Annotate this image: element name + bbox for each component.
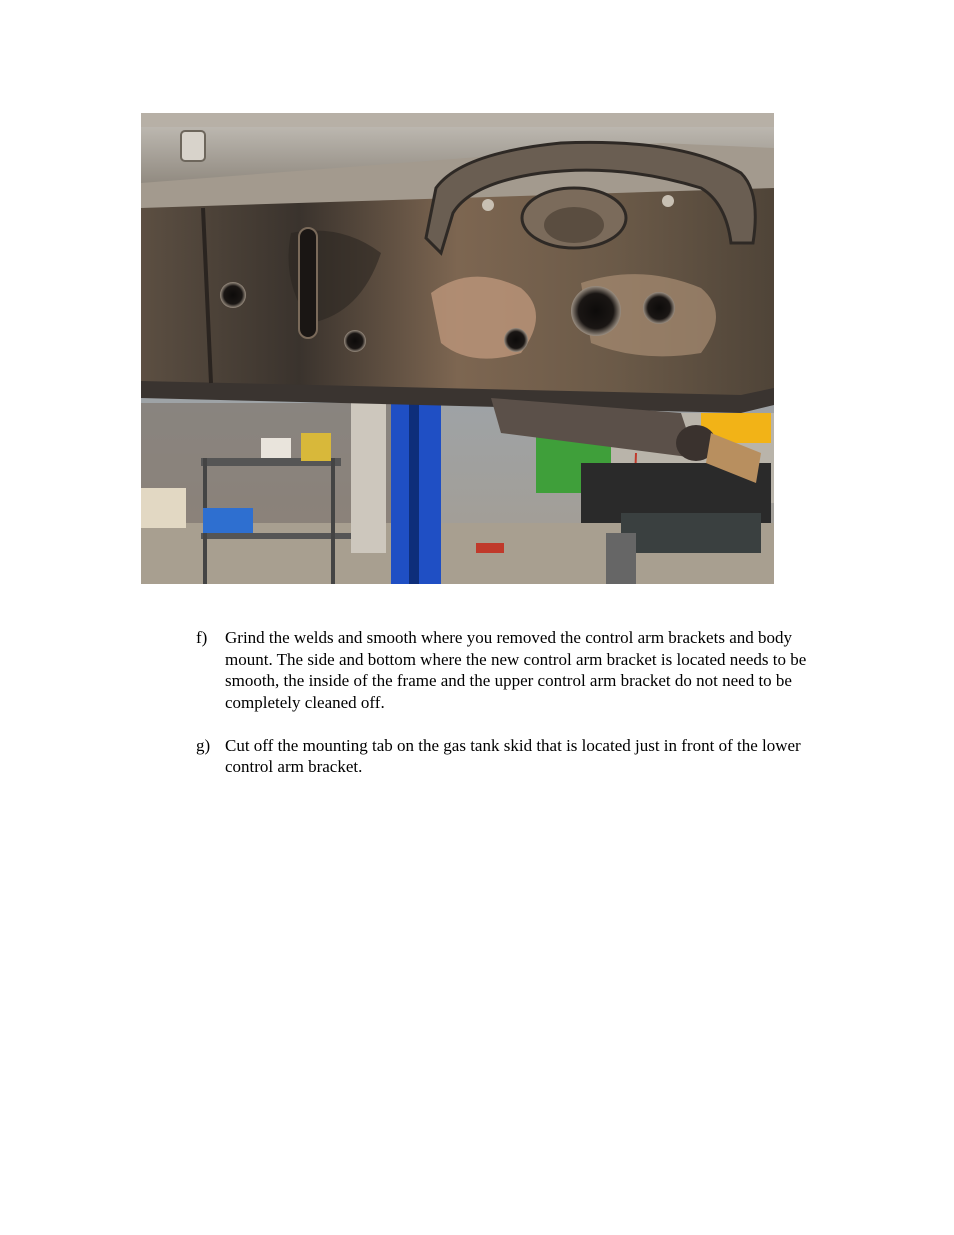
- step-text: Grind the welds and smooth where you removed the control arm brackets and body mount. The side and bottom where the new control arm bracket is located needs to be smooth, the inside of the frame and the upper control arm bracket do not need to be completely cleaned off.: [225, 628, 807, 712]
- lift-cylinder: [351, 403, 386, 553]
- frame-photo: [141, 113, 774, 584]
- frame-photo-drawing: [141, 113, 774, 584]
- step-marker: g): [196, 735, 211, 755]
- frame-slot: [299, 228, 317, 338]
- frame-hole: [220, 282, 246, 308]
- step-g: [196, 735, 836, 778]
- frame-hole-large: [571, 286, 621, 336]
- bolt: [662, 195, 674, 207]
- frame-hole: [344, 330, 366, 352]
- instruction-steps: [196, 627, 836, 799]
- frame-hole: [504, 328, 528, 352]
- step-f: [196, 627, 836, 713]
- blue-parts-bin: [203, 508, 253, 533]
- step-text: Cut off the mounting tab on the gas tank skid that is located just in front of the lower control arm bracket.: [225, 735, 801, 776]
- step-marker: f): [196, 628, 208, 647]
- frame-hole: [643, 292, 675, 324]
- bolt: [482, 199, 494, 211]
